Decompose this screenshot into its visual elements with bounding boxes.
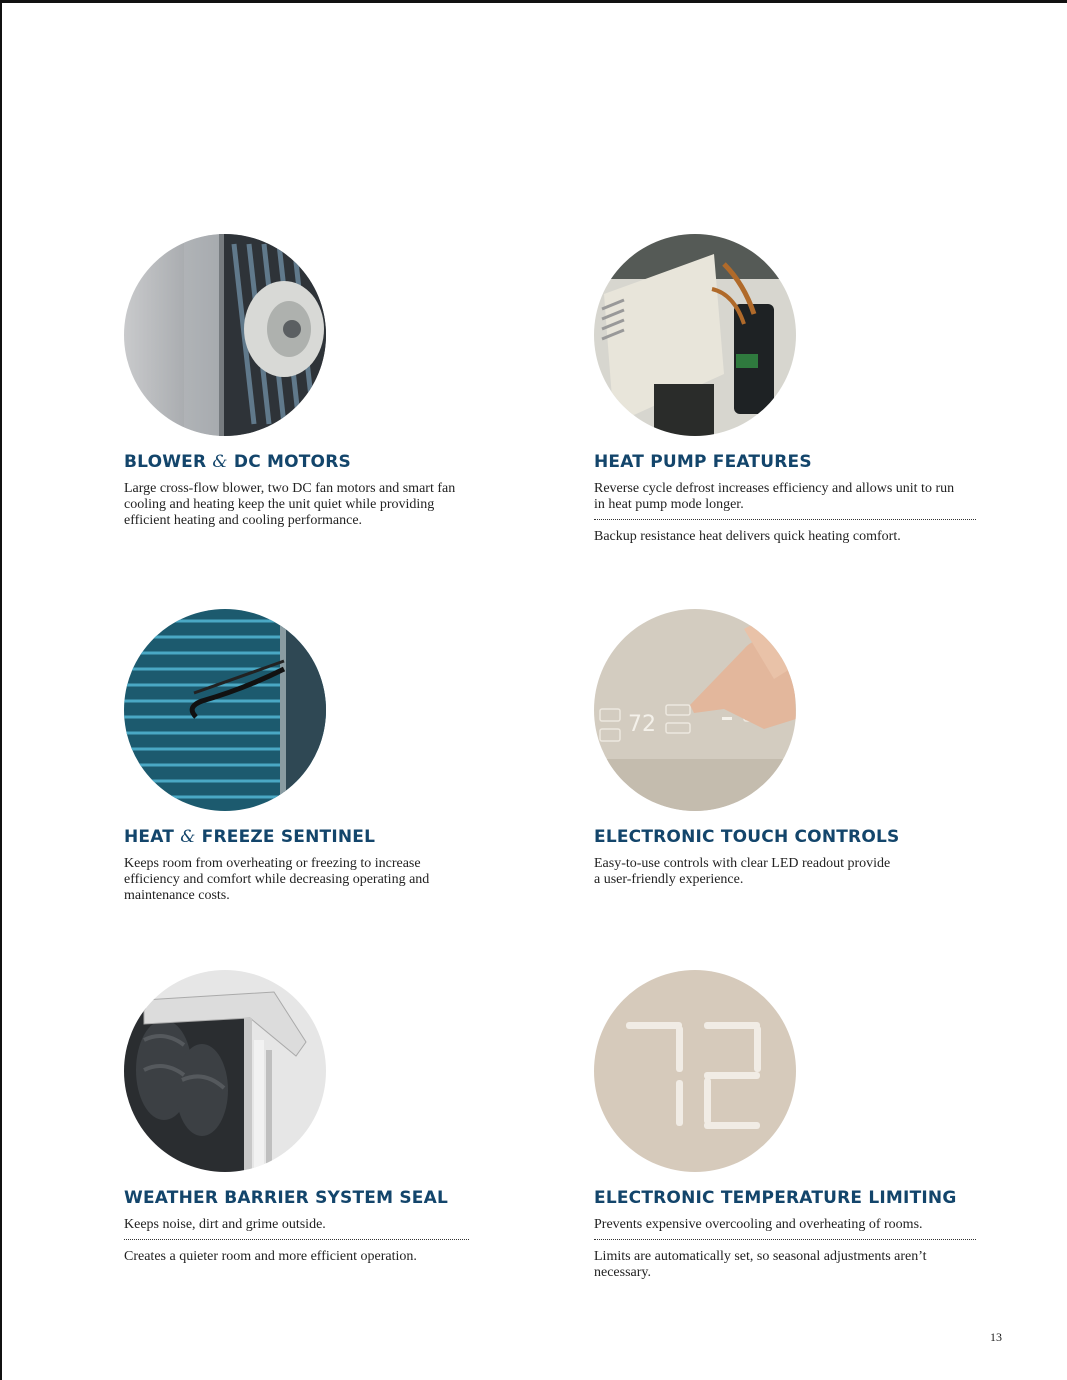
feature-title: ELECTRONIC TOUCH CONTROLS xyxy=(594,827,900,847)
touch-panel-photo xyxy=(594,609,796,811)
feature-description: Easy-to-use controls with clear LED readout provide a user-friendly experience. xyxy=(594,856,891,887)
feature-description-2: Creates a quieter room and more efficient operation. xyxy=(124,1249,417,1264)
feature-weather-barrier-seal xyxy=(124,970,514,1265)
feature-electronic-touch-controls xyxy=(594,609,984,888)
panel-readout: 72 xyxy=(628,712,656,737)
feature-heat-freeze-sentinel xyxy=(124,609,514,904)
feature-title: HEAT & FREEZE SENTINEL xyxy=(124,827,376,847)
weather-seal-photo xyxy=(124,970,326,1172)
feature-description-1: Prevents expensive overcooling and overheating of rooms. xyxy=(594,1217,923,1232)
page-number: 13 xyxy=(990,1330,1002,1344)
heat-pump-photo xyxy=(594,234,796,436)
feature-description: Large cross-flow blower, two DC fan motors and smart fan cooling and heating keep the unit quiet while providing efficient heating and cooling performance. xyxy=(124,481,456,528)
feature-description-1: Keeps noise, dirt and grime outside. xyxy=(124,1217,326,1232)
feature-heat-pump xyxy=(594,234,984,545)
top-border-line xyxy=(0,0,1067,3)
feature-electronic-temperature-limiting xyxy=(594,970,984,1281)
temperature-display-photo xyxy=(594,970,796,1172)
left-border-line xyxy=(0,0,2,1380)
feature-description-2: Limits are automatically set, so seasonal adjustments aren’t necessary. xyxy=(594,1249,927,1280)
blower-motor-photo xyxy=(124,234,326,436)
feature-title: BLOWER & DC MOTORS xyxy=(124,452,351,472)
feature-description-2: Backup resistance heat delivers quick heating comfort. xyxy=(594,529,901,544)
feature-title: WEATHER BARRIER SYSTEM SEAL xyxy=(124,1188,448,1208)
display-readout: 72 xyxy=(594,970,595,971)
feature-blower-dc-motors xyxy=(124,234,514,529)
dotted-divider xyxy=(124,1239,469,1240)
feature-description-1: Reverse cycle defrost increases efficiency and allows unit to run in heat pump mode longer. xyxy=(594,481,955,512)
feature-title: ELECTRONIC TEMPERATURE LIMITING xyxy=(594,1188,957,1208)
feature-title: HEAT PUMP FEATURES xyxy=(594,452,812,472)
dotted-divider xyxy=(594,519,976,520)
feature-description: Keeps room from overheating or freezing to increase efficiency and comfort while decreasing operating and maintenance costs. xyxy=(124,856,430,903)
coil-sensor-photo xyxy=(124,609,326,811)
dotted-divider xyxy=(594,1239,976,1240)
